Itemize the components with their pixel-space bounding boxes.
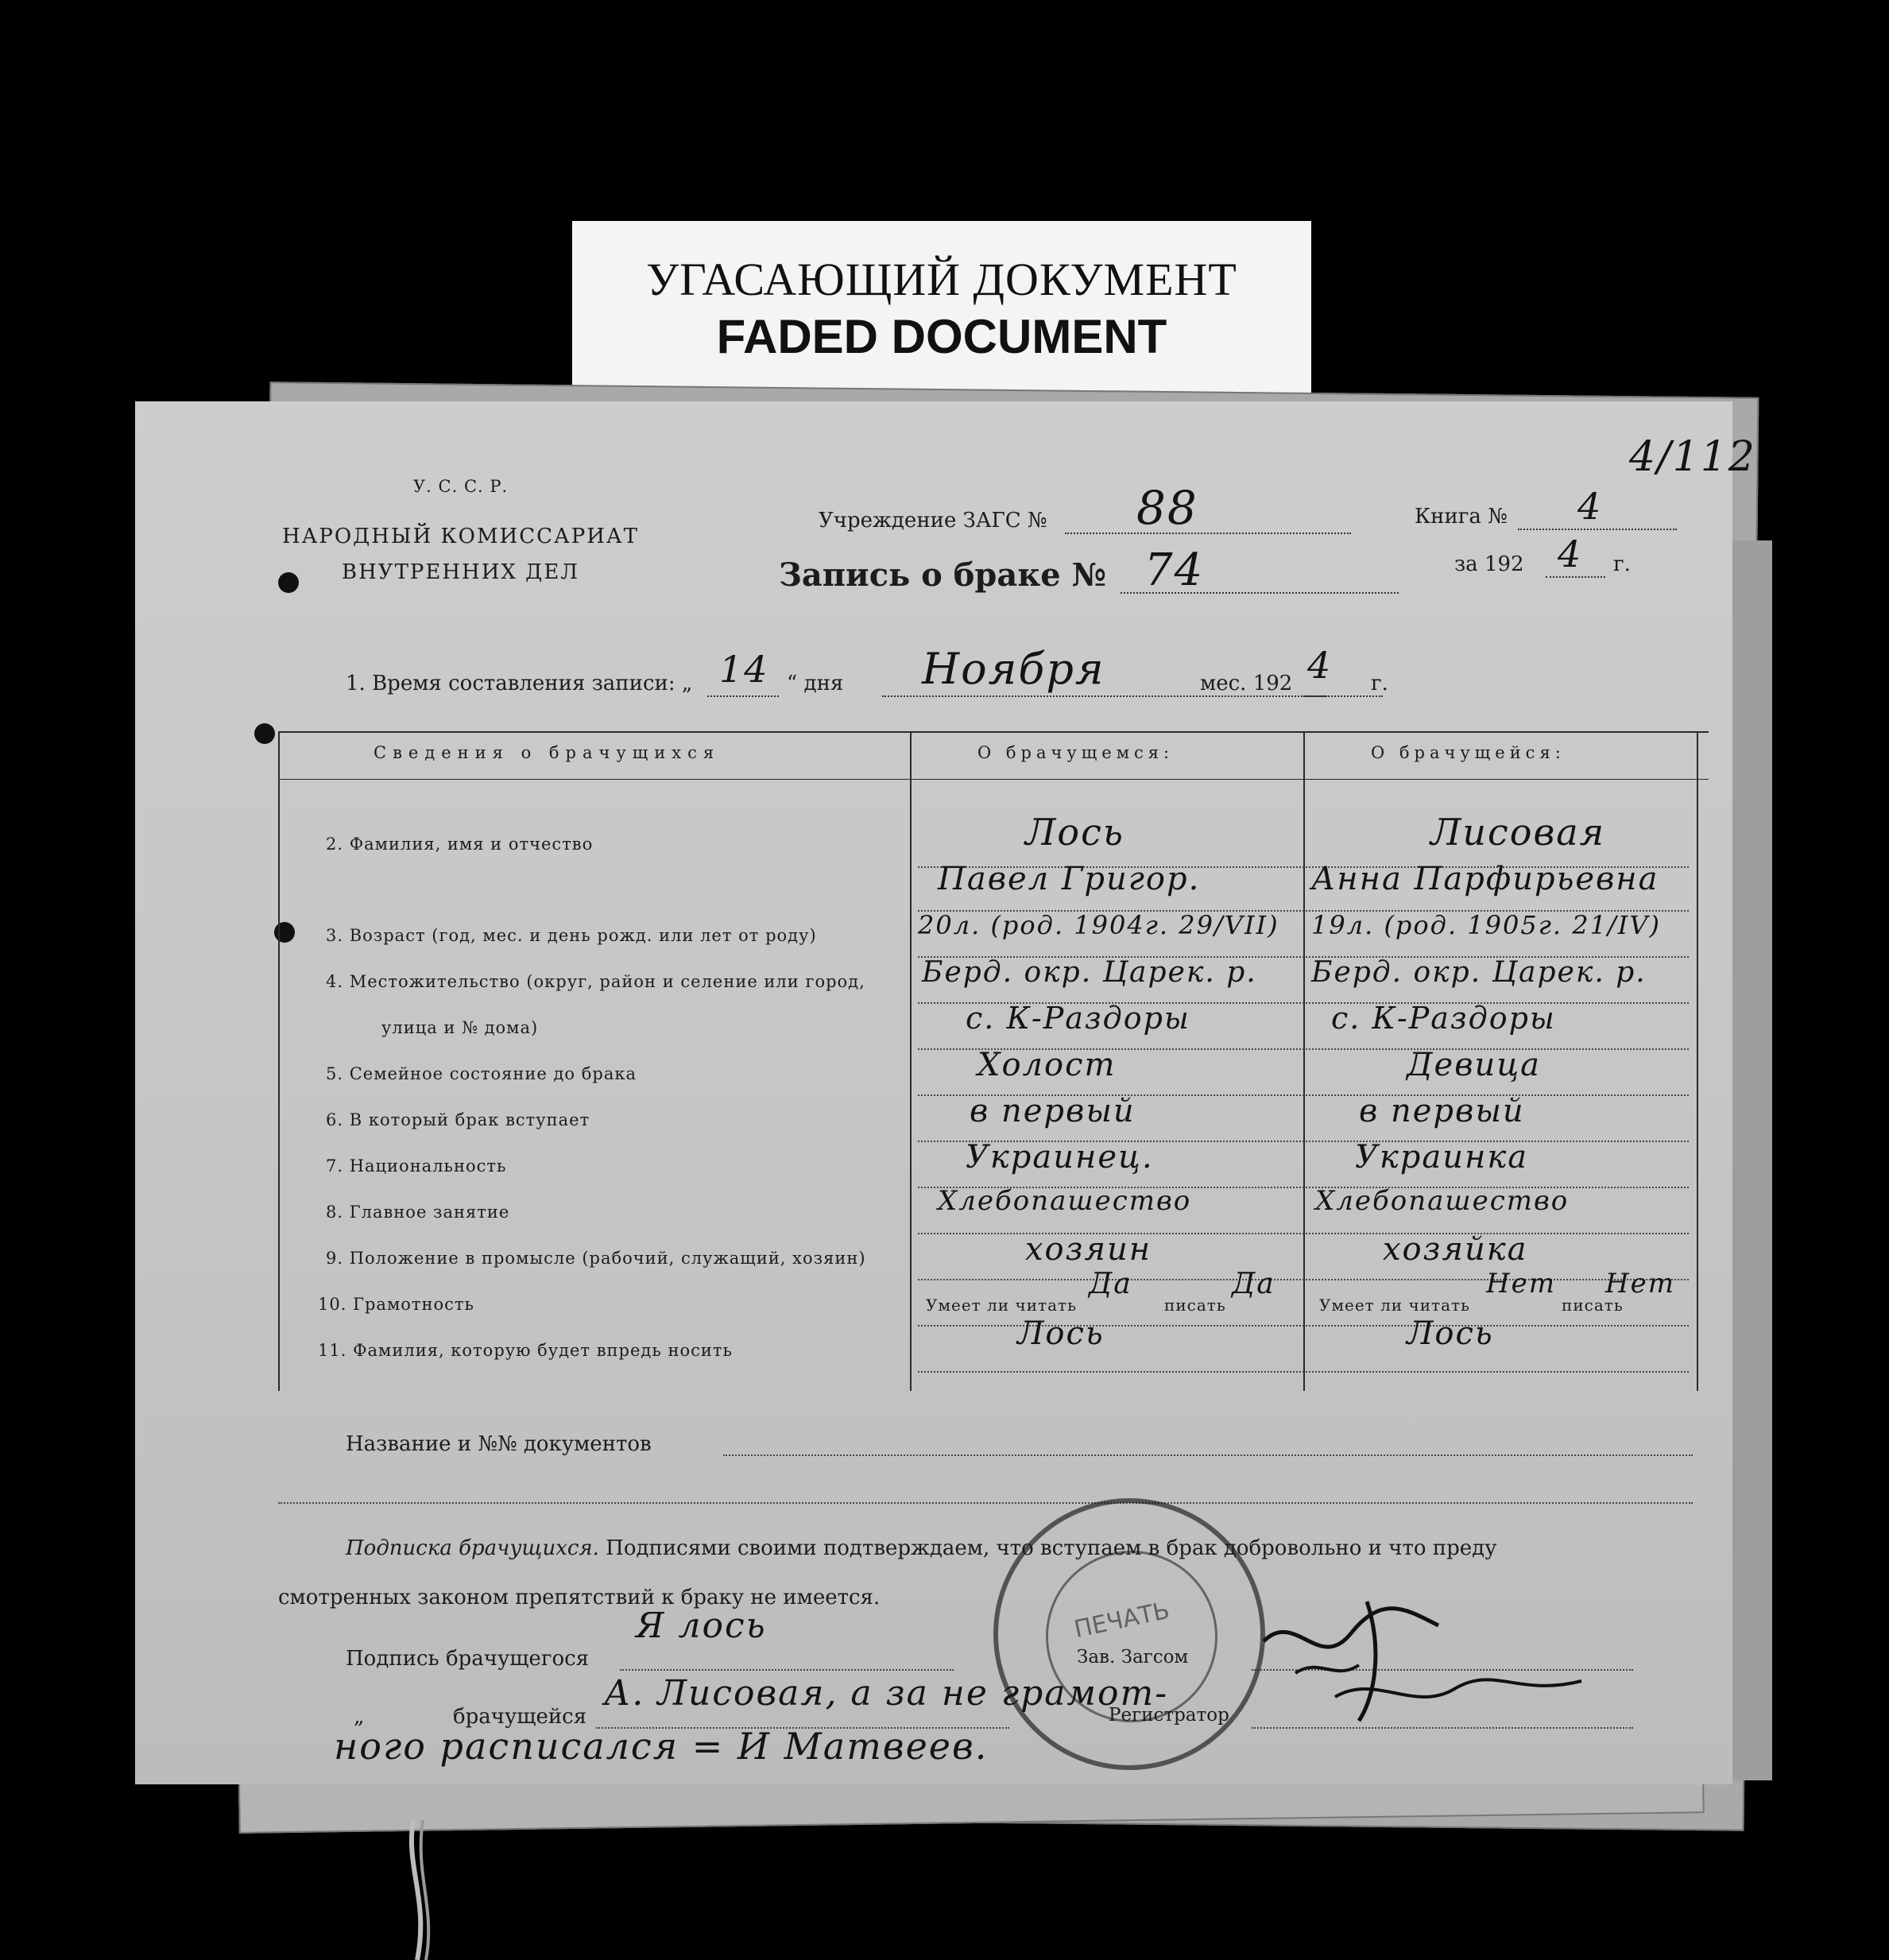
- book-number: 4: [1577, 485, 1603, 528]
- groom-read-value: Да: [1089, 1268, 1132, 1300]
- time-month-underline: [882, 695, 1327, 697]
- book-underline: [1518, 529, 1677, 530]
- head-label: Зав. Загсом: [1077, 1647, 1189, 1668]
- col-header-bride: О брачущейся:: [1371, 743, 1566, 762]
- stamp-text: ПЕЧАТЬ: [1071, 1596, 1172, 1644]
- bride-marriage-no: в первый: [1359, 1093, 1525, 1129]
- faded-document-label: [572, 221, 1311, 402]
- bride-marital: Девица: [1407, 1047, 1541, 1083]
- documents-line: [723, 1455, 1693, 1456]
- row-label-name: 2. Фамилия, имя и отчество: [326, 835, 594, 854]
- table-left-border: [278, 731, 280, 1391]
- bride-new-surname: Лось: [1407, 1315, 1494, 1352]
- registrar-label: Регистратор: [1109, 1705, 1229, 1726]
- binding-string: [397, 1820, 445, 1960]
- bride-signature-label: брачущейся: [453, 1705, 587, 1729]
- commissariat-line1: НАРОДНЫЙ КОМИССАРИАТ: [282, 525, 639, 548]
- pledge-text: Подписями своими подтверждаем, что вступаем в брак добровольно и что преду: [606, 1536, 1497, 1560]
- pledge-line1: [346, 1536, 1496, 1560]
- bride-signature: А. Лисовая, а за не грамот-: [604, 1673, 1169, 1714]
- table-top-border: [278, 731, 1709, 733]
- bride-position: хозяйка: [1383, 1231, 1528, 1268]
- official-seal-inner: [1046, 1551, 1217, 1722]
- time-month-word: мес. 192: [1200, 672, 1293, 695]
- bride-read-label: Умеет ли читать: [1319, 1296, 1470, 1315]
- book-year-underline: [1546, 576, 1605, 578]
- time-year-end: г.: [1371, 672, 1388, 695]
- time-day-word: “ дня: [787, 672, 844, 695]
- documents-line-2: [278, 1502, 1693, 1504]
- row-label-marital: 5. Семейное состояние до брака: [326, 1064, 637, 1083]
- table-header-border: [278, 779, 1709, 780]
- time-month: Ноября: [922, 644, 1105, 694]
- row-label-residence-cont: улица и № дома): [381, 1018, 539, 1037]
- book-year-label: за 192: [1454, 552, 1524, 576]
- book-year: 4: [1558, 533, 1583, 575]
- bride-residence: Берд. окр. Царек. р.: [1311, 956, 1647, 989]
- bride-signature-continued: ного расписался = И Матвеев.: [334, 1725, 989, 1768]
- zags-label: Учреждение ЗАГС №: [819, 509, 1047, 533]
- bride-occupation: Хлебопашество: [1315, 1185, 1570, 1217]
- record-title: Запись о браке №: [779, 556, 1107, 594]
- table-right-border: [1697, 731, 1698, 1391]
- bride-age: 19л. (род. 1905г. 21/IV): [1311, 910, 1661, 940]
- row-label-residence: 4. Местожительство (округ, район и селение или город,: [326, 972, 865, 991]
- marriage-record-sheet: [135, 401, 1756, 1784]
- time-year-underline: [1303, 695, 1383, 697]
- book-label: Книга №: [1415, 505, 1508, 529]
- col-header-groom: О брачущемся:: [977, 743, 1175, 762]
- row-label-surname: 11. Фамилия, которую будет впредь носить: [318, 1341, 733, 1360]
- row-line: [918, 1371, 1689, 1373]
- bride-nationality: Украинка: [1355, 1139, 1529, 1176]
- time-year: 4: [1307, 644, 1333, 687]
- groom-nationality: Украинец.: [966, 1139, 1154, 1176]
- groom-read-label: Умеет ли читать: [926, 1296, 1077, 1315]
- punch-hole: [274, 922, 295, 943]
- col-header-info: Сведения о брачущихся: [374, 743, 721, 762]
- zags-number: 88: [1136, 481, 1198, 535]
- bride-read-value: Нет: [1486, 1268, 1557, 1300]
- bride-surname: Лисовая: [1430, 811, 1606, 854]
- time-day-underline: [707, 695, 779, 697]
- label-en: FADED DOCUMENT: [716, 310, 1167, 363]
- bride-write-label: писать: [1562, 1296, 1624, 1315]
- groom-signature-line: [620, 1669, 954, 1671]
- groom-age: 20л. (род. 1904г. 29/VII): [918, 910, 1279, 940]
- groom-village: с. К-Раздоры: [966, 1001, 1190, 1036]
- time-day: 14: [719, 648, 769, 691]
- table-col-divider: [910, 731, 912, 1391]
- zags-underline: [1065, 533, 1351, 534]
- groom-marriage-no: в первый: [970, 1093, 1136, 1129]
- groom-surname: Лось: [1025, 811, 1124, 854]
- table-col-divider: [1303, 731, 1305, 1391]
- row-label-position: 9. Положение в промысле (рабочий, служащий, хозяин): [326, 1249, 866, 1268]
- bride-given-names: Анна Парфирьевна: [1311, 861, 1659, 897]
- row-label-occupation: 8. Главное занятие: [326, 1203, 510, 1222]
- groom-write-label: писать: [1164, 1296, 1226, 1315]
- groom-occupation: Хлебопашество: [938, 1185, 1192, 1217]
- bride-signature-prefix: „: [354, 1705, 365, 1729]
- pledge-line2: смотренных законом препятствий к браку не имеется.: [278, 1586, 881, 1609]
- row-label-nationality: 7. Национальность: [326, 1156, 507, 1176]
- groom-signature-label: Подпись брачущегося: [346, 1647, 590, 1671]
- label-ru: УГАСАЮЩИЙ ДОКУМЕНТ: [646, 254, 1237, 305]
- book-year-end: г.: [1613, 552, 1631, 576]
- punch-hole: [278, 572, 299, 593]
- groom-signature: Я лось: [636, 1606, 767, 1646]
- bride-write-value: Нет: [1605, 1268, 1676, 1300]
- groom-given-names: Павел Григор.: [938, 861, 1201, 897]
- groom-new-surname: Лось: [1017, 1315, 1105, 1352]
- row-label-literacy: 10. Грамотность: [318, 1295, 474, 1314]
- row-label-marriage-no: 6. В который брак вступает: [326, 1110, 590, 1129]
- groom-marital: Холост: [977, 1047, 1117, 1083]
- official-signatures: [1248, 1578, 1597, 1737]
- time-label: 1. Время составления записи: „: [346, 672, 693, 695]
- groom-write-value: Да: [1232, 1268, 1275, 1300]
- row-label-age: 3. Возраст (год, мес. и день рожд. или лет от роду): [326, 926, 817, 945]
- record-number: 74: [1144, 544, 1205, 596]
- row-line: [918, 1279, 1689, 1280]
- pledge-italic: Подписка брачущихся.: [346, 1536, 599, 1560]
- ussr-heading: У. С. С. Р.: [413, 477, 509, 496]
- commissariat-line2: ВНУТРЕННИХ ДЕЛ: [342, 560, 579, 584]
- groom-residence: Берд. окр. Царек. р.: [922, 956, 1257, 989]
- official-seal-stamp: [993, 1498, 1265, 1770]
- bride-village: с. К-Раздоры: [1331, 1001, 1556, 1036]
- documents-label: Название и №№ документов: [346, 1432, 652, 1456]
- punch-hole: [254, 723, 275, 744]
- archive-number: 4/112: [1629, 433, 1756, 481]
- groom-position: хозяин: [1025, 1231, 1152, 1268]
